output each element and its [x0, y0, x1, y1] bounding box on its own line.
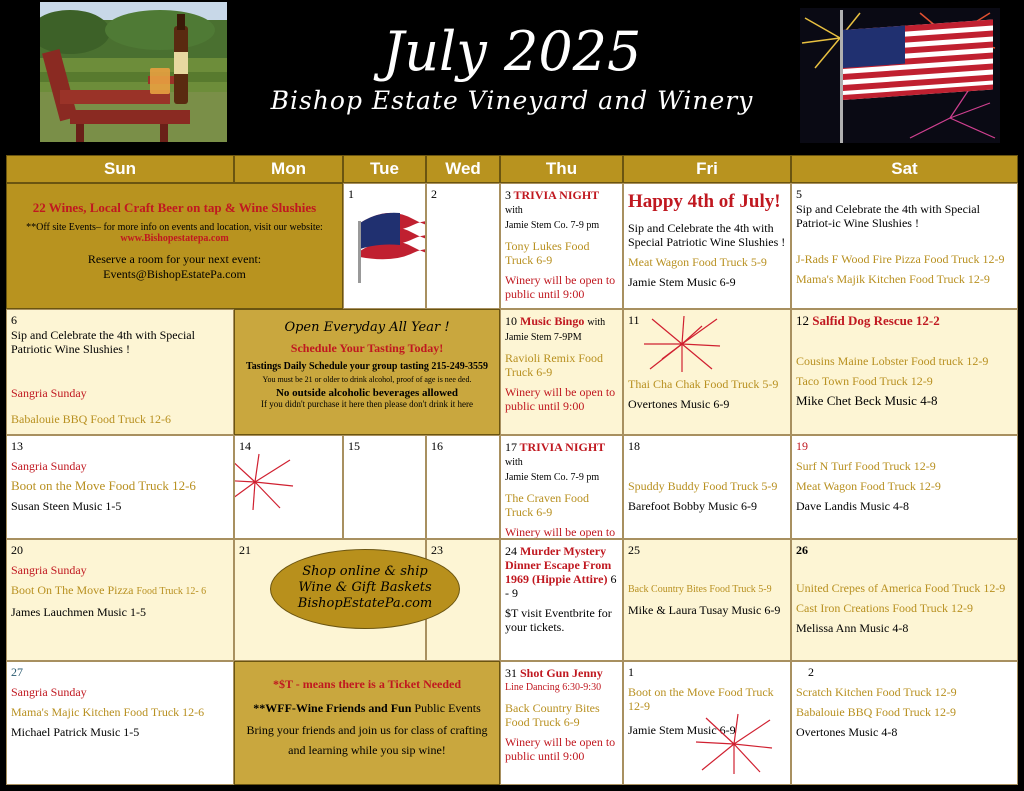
- day-header-mon: Mon: [234, 155, 343, 183]
- tastings-daily: Tastings Daily: [245, 361, 307, 372]
- day-number: 21: [239, 543, 251, 557]
- day-header-fri: Fri: [623, 155, 791, 183]
- music-act: Jamie Stem Music 6-9: [628, 723, 736, 737]
- day-header-thu: Thu: [500, 155, 623, 183]
- food-truck: Mama's Majic Kitchen Food Truck 12-6: [11, 705, 205, 719]
- promo-schedule: Schedule Your Tasting Today!: [290, 341, 444, 355]
- music-act: Susan Steen Music 1-5: [11, 499, 122, 513]
- day-cell-jul-27[interactable]: [6, 661, 234, 785]
- event-note: Sip and Celebrate the 4th with Special Patriot-ic Wine Slushies !: [796, 202, 980, 230]
- event-host: Jamie Stem Co. 7-9 pm: [505, 472, 600, 483]
- event-time: 6 - 9: [505, 572, 617, 600]
- month-title: July 2025: [382, 20, 642, 83]
- event-title: Murder Mystery Dinner Escape From 1969 (Hippie Attire): [505, 544, 612, 586]
- promo-wines: [6, 183, 343, 309]
- day-cell-jul-3[interactable]: [500, 183, 623, 309]
- day-cell-jul-1[interactable]: [343, 183, 426, 309]
- day-number: 25: [628, 543, 640, 557]
- age-requirement: You must be 21 or older to drink alcohol, proof of age is nee ded.: [262, 375, 472, 384]
- event-title: TRIVIA NIGHT: [519, 440, 606, 454]
- food-truck: Ravioli Remix Food Truck 6-9: [505, 351, 604, 379]
- day-cell-jul-4[interactable]: [623, 183, 791, 309]
- promo-wines-title: 22 Wines, Local Craft Beer on tap & Wine Slushies: [32, 200, 317, 215]
- day-number: 19: [796, 439, 808, 453]
- food-truck: Thai Cha Chak Food Truck 5-9: [628, 377, 779, 391]
- day-number: 12: [796, 313, 809, 328]
- event-host: Jamie Stem 7-9PM: [505, 332, 582, 343]
- music-act: Barefoot Bobby Music 6-9: [628, 499, 757, 513]
- gift-baskets-line: Wine & Gift Baskets: [298, 580, 432, 595]
- event-title: Salfid Dog Rescue 12-2: [812, 313, 940, 328]
- day-number: 16: [431, 439, 443, 453]
- food-truck: Boot on the Move Food Truck 12-6: [11, 478, 196, 493]
- day-number: 1: [348, 187, 354, 201]
- music-act: Overtones Music 6-9: [628, 397, 730, 411]
- day-cell-jul-6[interactable]: [6, 309, 234, 435]
- day-cell-jul-26[interactable]: [791, 539, 1018, 661]
- winery-hours: Winery will be open to: [505, 525, 616, 539]
- food-truck: Babalouie BBQ Food Truck 12-6: [11, 412, 172, 426]
- event-title: Shot Gun Jenny: [520, 666, 603, 680]
- day-header-wed: Wed: [426, 155, 500, 183]
- day-cell-jul-15[interactable]: [343, 435, 426, 539]
- day-cell-jul-10[interactable]: [500, 309, 623, 435]
- day-cell-jul-19[interactable]: [791, 435, 1018, 539]
- day-number: 5: [796, 187, 802, 201]
- music-act: Overtones Music 4-8: [796, 725, 898, 739]
- winery-hours: Winery will be open to public until 9:00: [505, 273, 616, 301]
- food-truck: Scratch Kitchen Food Truck 12-9: [796, 685, 957, 699]
- promo-open-title: Open Everyday All Year !: [284, 320, 450, 335]
- food-truck: Boot on the Move Food Truck 12-9: [628, 685, 774, 713]
- day-number: 6: [11, 313, 17, 327]
- day-cell-jul-18[interactable]: [623, 435, 791, 539]
- promo-wines-info: **Off site Events– for more info on events and location, visit our website:: [26, 222, 323, 233]
- day-cell-aug-1[interactable]: [623, 661, 791, 785]
- music-act: Dave Landis Music 4-8: [796, 499, 909, 513]
- wff-description: Bring your friends and join us for class of crafting and learning while you sip wine!: [246, 723, 488, 757]
- music-act: Mike Chet Beck Music 4-8: [796, 393, 938, 408]
- day-number: 31: [505, 666, 517, 680]
- day-header-sun: Sun: [6, 155, 234, 183]
- event-title: TRIVIA NIGHT: [513, 188, 600, 202]
- day-header-sat: Sat: [791, 155, 1018, 183]
- food-truck: J-Rads F Wood Fire Pizza Food Truck 12-9: [796, 252, 1005, 266]
- food-truck: Surf N Turf Food Truck 12-9: [796, 459, 936, 473]
- day-number: 14: [239, 439, 251, 453]
- food-truck: Babalouie BBQ Food Truck 12-9: [796, 705, 957, 719]
- day-cell-jul-2[interactable]: [426, 183, 500, 309]
- food-truck: United Crepes of America Food Truck 12-9: [796, 581, 1006, 595]
- calendar-grid: [6, 155, 1018, 785]
- firework-icon: [642, 314, 722, 374]
- day-number: 2: [431, 187, 437, 201]
- with-text: with: [587, 317, 606, 328]
- shop-online-line: Shop online & ship: [302, 564, 428, 579]
- event-subtitle: Line Dancing 6:30-9:30: [505, 682, 602, 693]
- day-header-tue: Tue: [343, 155, 426, 183]
- events-email[interactable]: Events@BishopEstatePa.com: [103, 267, 246, 281]
- food-truck: Meat Wagon Food Truck 12-9: [796, 479, 941, 493]
- food-truck: Cast Iron Creations Food Truck 12-9: [796, 601, 973, 615]
- food-truck: Back Country Bites Food Truck 6-9: [505, 701, 600, 729]
- event-host: Jamie Stem Co. 7-9 pm: [505, 220, 600, 231]
- firework-icon: [234, 452, 295, 512]
- day-number: 23: [431, 543, 443, 557]
- public-events: Public Events: [414, 701, 481, 715]
- winery-hours: Winery will be open to public until 9:00: [505, 735, 616, 763]
- day-number: 2: [808, 665, 814, 679]
- day-cell-jul-20[interactable]: [6, 539, 234, 661]
- food-truck: Boot On The Move Pizza: [11, 583, 134, 597]
- holiday-headline: Happy 4th of July!: [628, 191, 781, 212]
- ticket-legend: *$T - means there is a: [272, 677, 385, 691]
- ticket-note: $T visit Eventbrite for your tickets.: [505, 606, 612, 634]
- music-act: Mike & Laura Tusay Music 6-9: [628, 603, 781, 617]
- day-cell-jul-13[interactable]: [6, 435, 234, 539]
- shop-website: BishopEstatePa.com: [297, 596, 433, 611]
- day-number: 11: [628, 313, 640, 327]
- wff-legend: **WFF-Wine Friends and Fun: [253, 701, 412, 715]
- day-cell-jul-25[interactable]: [623, 539, 791, 661]
- food-truck: Cousins Maine Lobster Food truck 12-9: [796, 354, 989, 368]
- flag-fireworks-photo: [800, 8, 1000, 143]
- day-number: 26: [796, 543, 808, 557]
- music-act: James Lauchmen Music 1-5: [11, 605, 146, 619]
- event-note: Sip and Celebrate the 4th with Special Patriotic Wine Slushies !: [628, 221, 786, 249]
- food-truck: Taco Town Food Truck 12-9: [796, 374, 933, 388]
- reserve-room-text: Reserve a room for your next event:: [87, 252, 262, 266]
- sangria-sunday: Sangria Sunday: [11, 459, 87, 473]
- music-act: Melissa Ann Music 4-8: [796, 621, 909, 635]
- winery-hours: Winery will be open to public until 9:00: [505, 385, 616, 413]
- food-truck: Back Country Bites Food Truck 5-9: [628, 584, 772, 595]
- day-number: 10: [505, 314, 517, 328]
- music-act: Jamie Stem Music 6-9: [628, 275, 736, 289]
- day-cell-jul-5[interactable]: [791, 183, 1018, 309]
- food-truck: Mama's Majik Kitchen Food Truck 12-9: [796, 272, 990, 286]
- ticket-needed: Ticket Needed: [387, 677, 462, 691]
- with-text: with: [505, 205, 523, 216]
- sangria-sunday: Sangria Sunday: [11, 386, 87, 400]
- food-truck: The Craven Food Truck 6-9: [505, 491, 589, 519]
- website-link[interactable]: www.Bishopestatepa.com: [120, 233, 229, 244]
- event-title: Music Bingo: [520, 314, 585, 328]
- day-number: 17: [505, 440, 517, 454]
- day-cell-jul-11[interactable]: [623, 309, 791, 435]
- group-tasting-phone: Schedule your group tasting 215-249-3559: [308, 361, 489, 372]
- purchase-notice: If you didn't purchase it here then please don't drink it here: [261, 399, 473, 409]
- firework-icon: [694, 712, 774, 776]
- day-cell-jul-14[interactable]: [234, 435, 343, 539]
- shop-online-badge[interactable]: [270, 549, 460, 629]
- food-truck: Spuddy Buddy Food Truck 5-9: [628, 479, 778, 493]
- day-cell-jul-17[interactable]: [500, 435, 623, 539]
- winery-name: Bishop Estate Vineyard and Winery: [270, 86, 754, 115]
- sangria-sunday: Sangria Sunday: [11, 685, 87, 699]
- food-truck: Tony Lukes Food Truck 6-9: [505, 239, 590, 267]
- day-number: 18: [628, 439, 640, 453]
- event-note: Sip and Celebrate the 4th with Special Patriotic Wine Slushies !: [11, 328, 195, 356]
- promo-tastings: [234, 309, 500, 435]
- day-number: 27: [11, 665, 23, 679]
- day-number: 20: [11, 543, 23, 557]
- day-number: 24: [505, 544, 517, 558]
- food-truck-time: Food Truck 12- 6: [136, 586, 207, 597]
- day-cell-aug-2[interactable]: [791, 661, 1018, 785]
- sangria-sunday: Sangria Sunday: [11, 563, 87, 577]
- day-cell-jul-24[interactable]: [500, 539, 623, 661]
- day-cell-jul-12[interactable]: [791, 309, 1018, 435]
- promo-ticket-info: [234, 661, 500, 785]
- music-act: Michael Patrick Music 1-5: [11, 725, 140, 739]
- day-number: 13: [11, 439, 23, 453]
- day-number: 1: [628, 665, 634, 679]
- day-cell-jul-31[interactable]: [500, 661, 623, 785]
- waving-flag-icon: [358, 205, 426, 285]
- day-number: 3: [505, 188, 511, 202]
- with-text: with: [505, 457, 523, 468]
- day-cell-jul-16[interactable]: [426, 435, 500, 539]
- food-truck: Meat Wagon Food Truck 5-9: [628, 255, 767, 269]
- day-number: 15: [348, 439, 360, 453]
- no-outside-beverages: No outside alcoholic beverages allowed: [275, 387, 459, 399]
